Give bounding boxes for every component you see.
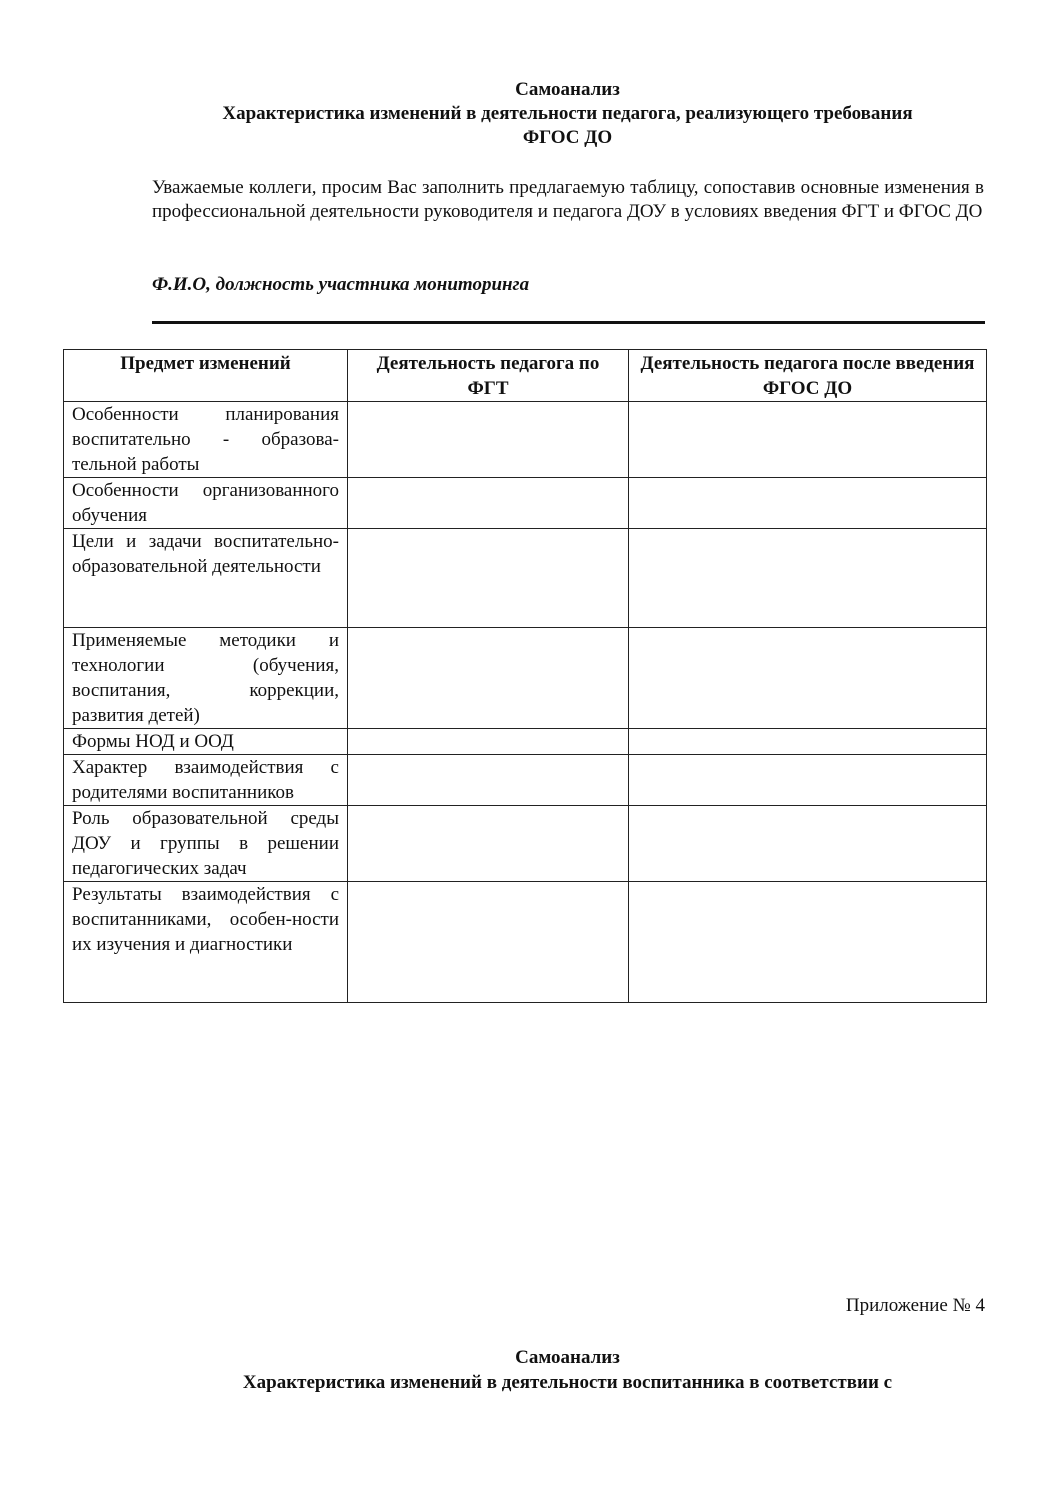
row-subject: Результаты взаимодействия с воспитанниками, особен-ности их изучения и диагностики bbox=[64, 882, 348, 1003]
row-subject: Формы НОД и ООД bbox=[64, 729, 348, 755]
table-row bbox=[64, 729, 987, 755]
header-fgos: Деятельность педагога после введения ФГОС ДО bbox=[629, 350, 987, 402]
table-row bbox=[64, 402, 987, 478]
row-subject: Применяемые методики и технологии (обучения, воспитания, коррекции, развития детей) bbox=[64, 628, 348, 729]
row-fgt-cell[interactable] bbox=[348, 729, 629, 755]
document-subtitle-line1: Характеристика изменений в деятельности педагога, реализующего требования bbox=[222, 103, 913, 124]
row-fgos-cell[interactable] bbox=[629, 478, 987, 529]
row-fgt-cell[interactable] bbox=[348, 478, 629, 529]
document-header bbox=[150, 78, 985, 150]
section2-title: Самоанализ bbox=[515, 1347, 620, 1368]
row-fgos-cell[interactable] bbox=[629, 402, 987, 478]
row-fgt-cell[interactable] bbox=[348, 806, 629, 882]
document-subtitle-line2: ФГОС ДО bbox=[522, 127, 613, 148]
row-fgt-cell[interactable] bbox=[348, 628, 629, 729]
changes-table bbox=[63, 349, 987, 1003]
table-row bbox=[64, 529, 987, 628]
row-fgt-cell[interactable] bbox=[348, 882, 629, 1003]
row-fgos-cell[interactable] bbox=[629, 529, 987, 628]
appendix-label: Приложение № 4 bbox=[845, 1295, 985, 1316]
row-fgt-cell[interactable] bbox=[348, 755, 629, 806]
row-subject: Роль образовательной среды ДОУ и группы в решении педагогических задач bbox=[64, 806, 348, 882]
row-fgt-cell[interactable] bbox=[348, 402, 629, 478]
section2-header bbox=[150, 1345, 985, 1395]
participant-fill-line[interactable] bbox=[152, 321, 985, 324]
table-row bbox=[64, 882, 987, 1003]
table-header-row bbox=[64, 350, 987, 402]
row-fgos-cell[interactable] bbox=[629, 628, 987, 729]
header-subject: Предмет изменений bbox=[64, 350, 348, 402]
table-row bbox=[64, 806, 987, 882]
row-fgos-cell[interactable] bbox=[629, 729, 987, 755]
row-fgt-cell[interactable] bbox=[348, 529, 629, 628]
table-row bbox=[64, 628, 987, 729]
row-fgos-cell[interactable] bbox=[629, 755, 987, 806]
participant-label: Ф.И.О, должность участника мониторинга bbox=[152, 274, 530, 295]
intro-paragraph: Уважаемые коллеги, просим Вас заполнить предлагаемую таблицу, сопоставив основные изменения в профессиональной деятельности руководителя и педагога ДОУ в условиях введения ФГТ и ФГОС ДО bbox=[152, 177, 984, 222]
row-subject: Характер взаимодействия с родителями воспитанников bbox=[64, 755, 348, 806]
table-row bbox=[64, 478, 987, 529]
section2-subtitle-line1: Характеристика изменений в деятельности воспитанника в соответствии с bbox=[242, 1372, 893, 1393]
row-fgos-cell[interactable] bbox=[629, 806, 987, 882]
row-fgos-cell[interactable] bbox=[629, 882, 987, 1003]
table-row bbox=[64, 755, 987, 806]
document-title: Самоанализ bbox=[515, 79, 620, 100]
header-fgt: Деятельность педагога по ФГТ bbox=[348, 350, 629, 402]
row-subject: Особенности организованного обучения bbox=[64, 478, 348, 529]
row-subject: Цели и задачи воспитательно-образовательной деятельности bbox=[64, 529, 348, 628]
row-subject: Особенности планирования воспитательно - образова-тельной работы bbox=[64, 402, 348, 478]
